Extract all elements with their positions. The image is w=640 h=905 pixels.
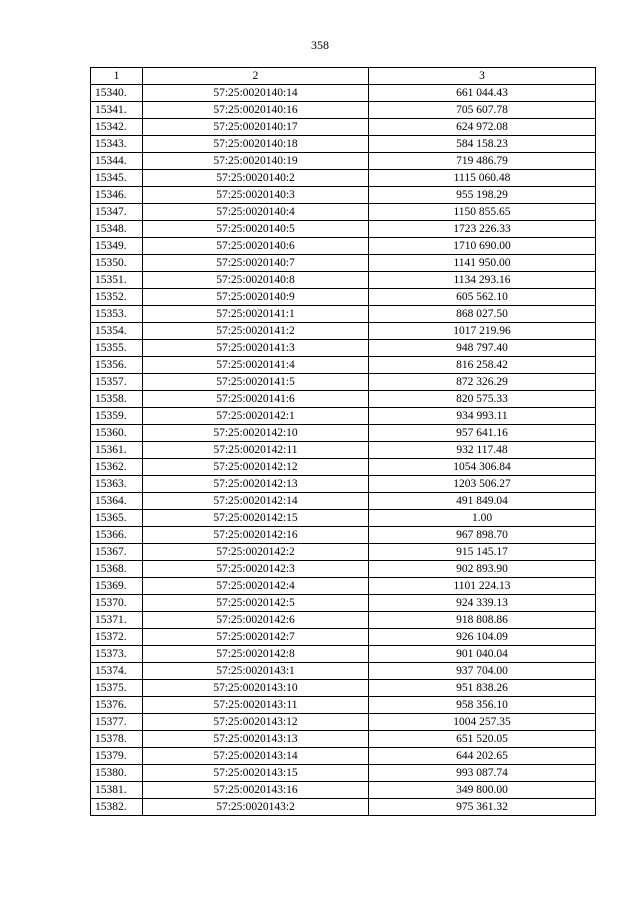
column-header-2: 2 <box>143 68 369 85</box>
row-number-cell: 15367. <box>91 544 143 561</box>
table-row <box>91 493 596 510</box>
cadastral-number-cell: 57:25:0020142:5 <box>143 595 369 612</box>
table-row <box>91 442 596 459</box>
cadastral-number-cell: 57:25:0020141:4 <box>143 357 369 374</box>
table-row <box>91 289 596 306</box>
table-row <box>91 323 596 340</box>
table-row <box>91 238 596 255</box>
column-header-1: 1 <box>91 68 143 85</box>
table-row <box>91 527 596 544</box>
cadastral-number-cell: 57:25:0020143:11 <box>143 697 369 714</box>
cadastral-number-cell: 57:25:0020141:1 <box>143 306 369 323</box>
cadastral-number-cell: 57:25:0020141:5 <box>143 374 369 391</box>
cadastral-number-cell: 57:25:0020140:17 <box>143 119 369 136</box>
value-cell: 967 898.70 <box>369 527 596 544</box>
page-number: 358 <box>311 38 329 52</box>
row-number-cell: 15360. <box>91 425 143 442</box>
cadastral-number-cell: 57:25:0020142:8 <box>143 646 369 663</box>
row-number-cell: 15342. <box>91 119 143 136</box>
row-number-cell: 15371. <box>91 612 143 629</box>
row-number-cell: 15343. <box>91 136 143 153</box>
table-row <box>91 374 596 391</box>
row-number-cell: 15355. <box>91 340 143 357</box>
value-cell: 1150 855.65 <box>369 204 596 221</box>
table-row <box>91 731 596 748</box>
table-row <box>91 340 596 357</box>
value-cell: 951 838.26 <box>369 680 596 697</box>
table-row <box>91 408 596 425</box>
row-number-cell: 15373. <box>91 646 143 663</box>
value-cell: 816 258.42 <box>369 357 596 374</box>
registry-table <box>90 67 596 816</box>
value-cell: 1101 224.13 <box>369 578 596 595</box>
row-number-cell: 15366. <box>91 527 143 544</box>
row-number-cell: 15363. <box>91 476 143 493</box>
table-row <box>91 476 596 493</box>
cadastral-number-cell: 57:25:0020143:2 <box>143 799 369 816</box>
row-number-cell: 15376. <box>91 697 143 714</box>
table-row <box>91 102 596 119</box>
cadastral-number-cell: 57:25:0020142:14 <box>143 493 369 510</box>
row-number-cell: 15357. <box>91 374 143 391</box>
value-cell: 1017 219.96 <box>369 323 596 340</box>
table-row <box>91 680 596 697</box>
cadastral-number-cell: 57:25:0020142:2 <box>143 544 369 561</box>
table-row <box>91 170 596 187</box>
row-number-cell: 15382. <box>91 799 143 816</box>
value-cell: 1054 306.84 <box>369 459 596 476</box>
table-row <box>91 595 596 612</box>
cadastral-number-cell: 57:25:0020143:15 <box>143 765 369 782</box>
row-number-cell: 15353. <box>91 306 143 323</box>
value-cell: 948 797.40 <box>369 340 596 357</box>
cadastral-number-cell: 57:25:0020140:7 <box>143 255 369 272</box>
table-row <box>91 799 596 816</box>
row-number-cell: 15351. <box>91 272 143 289</box>
row-number-cell: 15340. <box>91 85 143 102</box>
table-row <box>91 629 596 646</box>
row-number-cell: 15374. <box>91 663 143 680</box>
value-cell: 651 520.05 <box>369 731 596 748</box>
row-number-cell: 15350. <box>91 255 143 272</box>
value-cell: 820 575.33 <box>369 391 596 408</box>
cadastral-number-cell: 57:25:0020142:3 <box>143 561 369 578</box>
cadastral-number-cell: 57:25:0020140:9 <box>143 289 369 306</box>
row-number-cell: 15347. <box>91 204 143 221</box>
table-row <box>91 459 596 476</box>
value-cell: 719 486.79 <box>369 153 596 170</box>
table-row <box>91 221 596 238</box>
row-number-cell: 15375. <box>91 680 143 697</box>
value-cell: 957 641.16 <box>369 425 596 442</box>
row-number-cell: 15346. <box>91 187 143 204</box>
value-cell: 955 198.29 <box>369 187 596 204</box>
value-cell: 924 339.13 <box>369 595 596 612</box>
cadastral-number-cell: 57:25:0020140:6 <box>143 238 369 255</box>
table-row <box>91 544 596 561</box>
table-row <box>91 255 596 272</box>
table-row <box>91 357 596 374</box>
column-header-3: 3 <box>369 68 596 85</box>
value-cell: 918 808.86 <box>369 612 596 629</box>
table-row <box>91 697 596 714</box>
value-cell: 1723 226.33 <box>369 221 596 238</box>
cadastral-number-cell: 57:25:0020143:14 <box>143 748 369 765</box>
cadastral-number-cell: 57:25:0020143:16 <box>143 782 369 799</box>
value-cell: 1.00 <box>369 510 596 527</box>
value-cell: 1004 257.35 <box>369 714 596 731</box>
row-number-cell: 15345. <box>91 170 143 187</box>
value-cell: 915 145.17 <box>369 544 596 561</box>
cadastral-number-cell: 57:25:0020142:12 <box>143 459 369 476</box>
table-row <box>91 782 596 799</box>
row-number-cell: 15341. <box>91 102 143 119</box>
row-number-cell: 15377. <box>91 714 143 731</box>
value-cell: 644 202.65 <box>369 748 596 765</box>
value-cell: 624 972.08 <box>369 119 596 136</box>
value-cell: 1115 060.48 <box>369 170 596 187</box>
cadastral-number-cell: 57:25:0020142:10 <box>143 425 369 442</box>
value-cell: 349 800.00 <box>369 782 596 799</box>
row-number-cell: 15380. <box>91 765 143 782</box>
value-cell: 1710 690.00 <box>369 238 596 255</box>
table-header <box>91 68 596 85</box>
row-number-cell: 15362. <box>91 459 143 476</box>
cadastral-number-cell: 57:25:0020142:13 <box>143 476 369 493</box>
table-row <box>91 391 596 408</box>
cadastral-number-cell: 57:25:0020140:2 <box>143 170 369 187</box>
row-number-cell: 15356. <box>91 357 143 374</box>
cadastral-number-cell: 57:25:0020142:16 <box>143 527 369 544</box>
row-number-cell: 15368. <box>91 561 143 578</box>
table-row <box>91 85 596 102</box>
cadastral-number-cell: 57:25:0020142:4 <box>143 578 369 595</box>
cadastral-number-cell: 57:25:0020143:12 <box>143 714 369 731</box>
table-row <box>91 612 596 629</box>
value-cell: 975 361.32 <box>369 799 596 816</box>
cadastral-number-cell: 57:25:0020140:4 <box>143 204 369 221</box>
cadastral-number-cell: 57:25:0020142:1 <box>143 408 369 425</box>
row-number-cell: 15354. <box>91 323 143 340</box>
cadastral-number-cell: 57:25:0020140:14 <box>143 85 369 102</box>
cadastral-number-cell: 57:25:0020140:3 <box>143 187 369 204</box>
value-cell: 584 158.23 <box>369 136 596 153</box>
row-number-cell: 15344. <box>91 153 143 170</box>
value-cell: 705 607.78 <box>369 102 596 119</box>
table-row <box>91 714 596 731</box>
table-row <box>91 187 596 204</box>
table-body <box>91 85 596 816</box>
row-number-cell: 15364. <box>91 493 143 510</box>
cadastral-number-cell: 57:25:0020140:16 <box>143 102 369 119</box>
cadastral-number-cell: 57:25:0020141:3 <box>143 340 369 357</box>
table-row <box>91 561 596 578</box>
table-row <box>91 765 596 782</box>
table-row <box>91 153 596 170</box>
row-number-cell: 15365. <box>91 510 143 527</box>
table-row <box>91 306 596 323</box>
cadastral-number-cell: 57:25:0020141:6 <box>143 391 369 408</box>
cadastral-number-cell: 57:25:0020141:2 <box>143 323 369 340</box>
cadastral-number-cell: 57:25:0020143:13 <box>143 731 369 748</box>
row-number-cell: 15369. <box>91 578 143 595</box>
value-cell: 932 117.48 <box>369 442 596 459</box>
row-number-cell: 15349. <box>91 238 143 255</box>
cadastral-number-cell: 57:25:0020143:10 <box>143 680 369 697</box>
table-row <box>91 646 596 663</box>
value-cell: 1134 293.16 <box>369 272 596 289</box>
cadastral-number-cell: 57:25:0020140:18 <box>143 136 369 153</box>
value-cell: 872 326.29 <box>369 374 596 391</box>
value-cell: 491 849.04 <box>369 493 596 510</box>
table-row <box>91 119 596 136</box>
cadastral-number-cell: 57:25:0020142:7 <box>143 629 369 646</box>
cadastral-number-cell: 57:25:0020142:6 <box>143 612 369 629</box>
row-number-cell: 15361. <box>91 442 143 459</box>
row-number-cell: 15352. <box>91 289 143 306</box>
cadastral-number-cell: 57:25:0020142:11 <box>143 442 369 459</box>
table-row <box>91 136 596 153</box>
cadastral-number-cell: 57:25:0020140:19 <box>143 153 369 170</box>
value-cell: 1203 506.27 <box>369 476 596 493</box>
table-row <box>91 510 596 527</box>
table-row <box>91 204 596 221</box>
row-number-cell: 15348. <box>91 221 143 238</box>
value-cell: 902 893.90 <box>369 561 596 578</box>
value-cell: 937 704.00 <box>369 663 596 680</box>
cadastral-number-cell: 57:25:0020142:15 <box>143 510 369 527</box>
row-number-cell: 15358. <box>91 391 143 408</box>
row-number-cell: 15379. <box>91 748 143 765</box>
cadastral-number-cell: 57:25:0020143:1 <box>143 663 369 680</box>
value-cell: 926 104.09 <box>369 629 596 646</box>
header-row <box>91 68 596 85</box>
row-number-cell: 15372. <box>91 629 143 646</box>
row-number-cell: 15381. <box>91 782 143 799</box>
value-cell: 868 027.50 <box>369 306 596 323</box>
table-row <box>91 663 596 680</box>
value-cell: 993 087.74 <box>369 765 596 782</box>
row-number-cell: 15370. <box>91 595 143 612</box>
row-number-cell: 15378. <box>91 731 143 748</box>
table-row <box>91 578 596 595</box>
table-row <box>91 272 596 289</box>
value-cell: 958 356.10 <box>369 697 596 714</box>
value-cell: 934 993.11 <box>369 408 596 425</box>
row-number-cell: 15359. <box>91 408 143 425</box>
value-cell: 605 562.10 <box>369 289 596 306</box>
value-cell: 661 044.43 <box>369 85 596 102</box>
cadastral-number-cell: 57:25:0020140:5 <box>143 221 369 238</box>
cadastral-number-cell: 57:25:0020140:8 <box>143 272 369 289</box>
table-row <box>91 425 596 442</box>
value-cell: 1141 950.00 <box>369 255 596 272</box>
value-cell: 901 040.04 <box>369 646 596 663</box>
table-row <box>91 748 596 765</box>
